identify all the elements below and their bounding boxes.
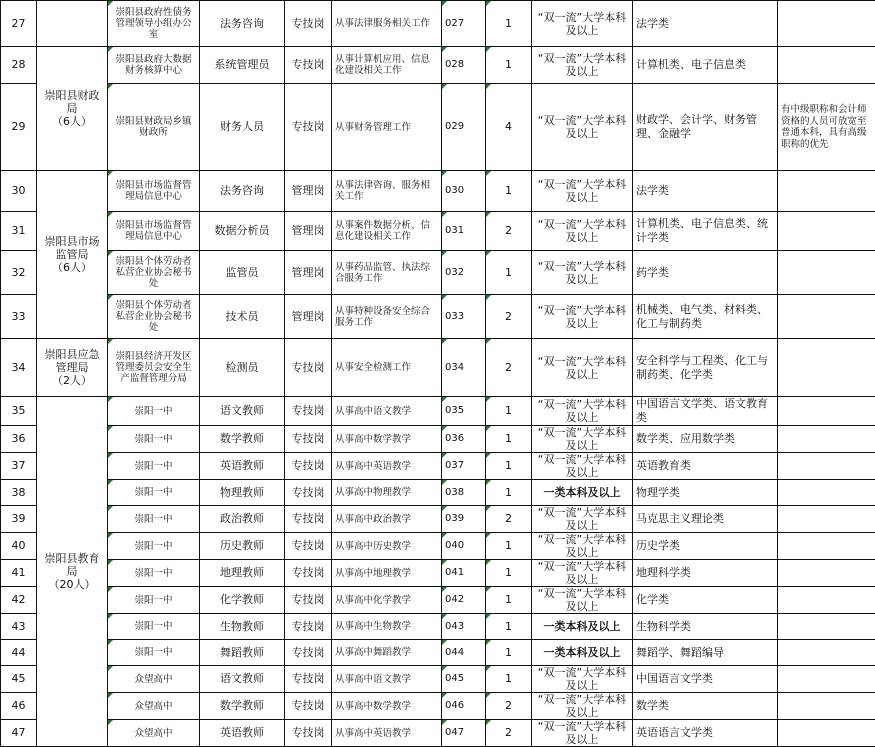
- note-cell: [778, 47, 875, 84]
- note-cell: [778, 506, 875, 533]
- row-number: 36: [1, 426, 37, 453]
- position-cell: 历史教师: [200, 533, 285, 560]
- post-type-cell: 专技岗: [285, 587, 332, 614]
- major-cell: 法学类: [633, 171, 778, 212]
- education-cell: “双一流”大学本科及以上: [532, 295, 633, 339]
- duty-cell: 从事案件数据分析、信息化建设相关工作: [332, 212, 442, 251]
- table-row: [1, 251, 875, 295]
- note-cell: [778, 640, 875, 666]
- note-cell: [778, 295, 875, 339]
- row-number: 35: [1, 397, 37, 426]
- employer-cell: 崇阳县个体劳动者私营企业协会秘书处: [108, 251, 200, 295]
- position-code-cell: 029: [442, 84, 486, 171]
- row-number: 34: [1, 339, 37, 397]
- employer-cell: 崇阳县财政局乡镇财政所: [108, 84, 200, 171]
- position-cell: 数学教师: [200, 426, 285, 453]
- education-cell: “双一流”大学本科及以上: [532, 506, 633, 533]
- unit-name: 崇阳县应急管理局: [44, 348, 100, 374]
- position-code-cell: 045: [442, 666, 486, 693]
- note-cell: [778, 251, 875, 295]
- major-cell: 计算机类、电子信息类、统计学类: [633, 212, 778, 251]
- unit-count: （6人）: [52, 115, 92, 128]
- headcount-cell: 1: [486, 453, 532, 480]
- employer-cell: 崇阳县政府性债务管理领导小组办公室: [108, 1, 200, 47]
- table-row: [1, 720, 875, 747]
- headcount-cell: 4: [486, 84, 532, 171]
- education-cell: “双一流”大学本科及以上: [532, 1, 633, 47]
- note-cell: [778, 533, 875, 560]
- duty-cell: 从事法律服务相关工作: [332, 1, 442, 47]
- post-type-cell: 专技岗: [285, 560, 332, 587]
- table-row: [1, 640, 875, 666]
- headcount-cell: 2: [486, 693, 532, 720]
- note-cell: [778, 212, 875, 251]
- table-row: [1, 171, 875, 212]
- post-type-cell: 管理岗: [285, 171, 332, 212]
- post-type-cell: 专技岗: [285, 453, 332, 480]
- post-type-cell: 专技岗: [285, 339, 332, 397]
- duty-cell: 从事计算机应用、信息化建设相关工作: [332, 47, 442, 84]
- table-row: [1, 533, 875, 560]
- table-row: [1, 506, 875, 533]
- headcount-cell: 1: [486, 47, 532, 84]
- row-number: 45: [1, 666, 37, 693]
- education-cell: “双一流”大学本科及以上: [532, 453, 633, 480]
- note-cell: [778, 614, 875, 640]
- post-type-cell: 专技岗: [285, 666, 332, 693]
- employer-cell: 崇阳县经济开发区管理委员会安全生产监督管理分局: [108, 339, 200, 397]
- row-number: 40: [1, 533, 37, 560]
- note-cell: [778, 339, 875, 397]
- note-cell: [778, 720, 875, 747]
- duty-cell: 从事安全检测工作: [332, 339, 442, 397]
- table-row: [1, 47, 875, 84]
- employer-cell: 崇阳一中: [108, 506, 200, 533]
- row-number: 30: [1, 171, 37, 212]
- table-row: [1, 1, 875, 47]
- duty-cell: 从事高中政治教学: [332, 506, 442, 533]
- position-code-cell: 031: [442, 212, 486, 251]
- table-row: [1, 693, 875, 720]
- row-number: 42: [1, 587, 37, 614]
- employer-cell: 崇阳县政府大数据财务核算中心: [108, 47, 200, 84]
- unit-cell: [37, 1, 108, 47]
- post-type-cell: 专技岗: [285, 480, 332, 506]
- table-row: [1, 339, 875, 397]
- major-cell: 英语语言文学类: [633, 720, 778, 747]
- row-number: 29: [1, 84, 37, 171]
- position-cell: 法务咨询: [200, 1, 285, 47]
- duty-cell: 从事高中数学教学: [332, 693, 442, 720]
- post-type-cell: 专技岗: [285, 614, 332, 640]
- duty-cell: 从事高中历史教学: [332, 533, 442, 560]
- row-number: 28: [1, 47, 37, 84]
- major-cell: 计算机类、电子信息类: [633, 47, 778, 84]
- row-number: 41: [1, 560, 37, 587]
- employer-cell: 崇阳一中: [108, 426, 200, 453]
- education-cell: “双一流”大学本科及以上: [532, 47, 633, 84]
- employer-cell: 众望高中: [108, 720, 200, 747]
- post-type-cell: 专技岗: [285, 84, 332, 171]
- duty-cell: 从事高中物理教学: [332, 480, 442, 506]
- position-cell: 数学教师: [200, 693, 285, 720]
- education-cell: “双一流”大学本科及以上: [532, 533, 633, 560]
- duty-cell: 从事高中语文教学: [332, 666, 442, 693]
- post-type-cell: 专技岗: [285, 426, 332, 453]
- table-row: [1, 560, 875, 587]
- unit-name: 崇阳县财政局: [44, 89, 100, 115]
- headcount-cell: 1: [486, 480, 532, 506]
- position-code-cell: 035: [442, 397, 486, 426]
- post-type-cell: 专技岗: [285, 1, 332, 47]
- employer-cell: 崇阳一中: [108, 453, 200, 480]
- position-cell: 系统管理员: [200, 47, 285, 84]
- table-row: [1, 614, 875, 640]
- post-type-cell: 专技岗: [285, 397, 332, 426]
- row-number: 44: [1, 640, 37, 666]
- headcount-cell: 1: [486, 1, 532, 47]
- post-type-cell: 管理岗: [285, 212, 332, 251]
- post-type-cell: 专技岗: [285, 640, 332, 666]
- note-cell: [778, 426, 875, 453]
- unit-cell: [37, 47, 108, 171]
- education-cell: “双一流”大学本科及以上: [532, 212, 633, 251]
- position-cell: 数据分析员: [200, 212, 285, 251]
- employer-cell: 崇阳一中: [108, 640, 200, 666]
- unit-cell: [37, 397, 108, 747]
- major-cell: 安全科学与工程类、化工与制药类、化学类: [633, 339, 778, 397]
- row-number: 39: [1, 506, 37, 533]
- employer-cell: 崇阳一中: [108, 560, 200, 587]
- row-number: 27: [1, 1, 37, 47]
- duty-cell: 从事高中地理教学: [332, 560, 442, 587]
- headcount-cell: 1: [486, 587, 532, 614]
- note-cell: [778, 560, 875, 587]
- headcount-cell: 1: [486, 426, 532, 453]
- major-cell: 化学类: [633, 587, 778, 614]
- position-code-cell: 033: [442, 295, 486, 339]
- position-cell: 物理教师: [200, 480, 285, 506]
- duty-cell: 从事高中化学教学: [332, 587, 442, 614]
- major-cell: 舞蹈学、舞蹈编导: [633, 640, 778, 666]
- position-code-cell: 040: [442, 533, 486, 560]
- note-cell: 有中级职称和会计师资格的人员可放宽至普通本科，具有高级职称的优先: [778, 84, 875, 171]
- major-cell: 机械类、电气类、材料类、化工与制药类: [633, 295, 778, 339]
- major-cell: 财政学、会计学、财务管理、金融学: [633, 84, 778, 171]
- post-type-cell: 专技岗: [285, 693, 332, 720]
- position-code-cell: 027: [442, 1, 486, 47]
- position-cell: 政治教师: [200, 506, 285, 533]
- table-row: [1, 587, 875, 614]
- major-cell: 地理科学类: [633, 560, 778, 587]
- post-type-cell: 管理岗: [285, 295, 332, 339]
- education-cell: “双一流”大学本科及以上: [532, 693, 633, 720]
- headcount-cell: 1: [486, 397, 532, 426]
- position-cell: 监管员: [200, 251, 285, 295]
- headcount-cell: 1: [486, 640, 532, 666]
- row-number: 46: [1, 693, 37, 720]
- employer-cell: 崇阳一中: [108, 397, 200, 426]
- table-row: [1, 397, 875, 426]
- duty-cell: 从事高中舞蹈教学: [332, 640, 442, 666]
- major-cell: 物理学类: [633, 480, 778, 506]
- row-number: 31: [1, 212, 37, 251]
- duty-cell: 从事高中生物教学: [332, 614, 442, 640]
- position-code-cell: 041: [442, 560, 486, 587]
- major-cell: 药学类: [633, 251, 778, 295]
- unit-cell: [37, 171, 108, 339]
- headcount-cell: 1: [486, 666, 532, 693]
- position-code-cell: 042: [442, 587, 486, 614]
- position-cell: 生物教师: [200, 614, 285, 640]
- note-cell: [778, 397, 875, 426]
- employer-cell: 崇阳一中: [108, 587, 200, 614]
- table-row: [1, 480, 875, 506]
- position-code-cell: 032: [442, 251, 486, 295]
- note-cell: [778, 693, 875, 720]
- major-cell: 中国语言文学类: [633, 666, 778, 693]
- education-cell: “双一流”大学本科及以上: [532, 397, 633, 426]
- position-code-cell: 043: [442, 614, 486, 640]
- position-code-cell: 034: [442, 339, 486, 397]
- post-type-cell: 专技岗: [285, 720, 332, 747]
- education-cell: “双一流”大学本科及以上: [532, 426, 633, 453]
- row-number: 32: [1, 251, 37, 295]
- table-row: [1, 84, 875, 171]
- position-cell: 语文教师: [200, 666, 285, 693]
- headcount-cell: 1: [486, 533, 532, 560]
- headcount-cell: 2: [486, 506, 532, 533]
- headcount-cell: 2: [486, 295, 532, 339]
- headcount-cell: 2: [486, 720, 532, 747]
- position-cell: 英语教师: [200, 720, 285, 747]
- unit-name: 崇阳县市场监管局: [44, 235, 100, 261]
- duty-cell: 从事特种设备安全综合服务工作: [332, 295, 442, 339]
- unit-name: 崇阳县教育局: [44, 552, 100, 578]
- education-cell: 一类本科及以上: [532, 614, 633, 640]
- employer-cell: 崇阳县市场监督管理局信息中心: [108, 212, 200, 251]
- post-type-cell: 专技岗: [285, 47, 332, 84]
- duty-cell: 从事高中语文教学: [332, 397, 442, 426]
- education-cell: “双一流”大学本科及以上: [532, 251, 633, 295]
- education-cell: “双一流”大学本科及以上: [532, 587, 633, 614]
- position-cell: 语文教师: [200, 397, 285, 426]
- headcount-cell: 2: [486, 212, 532, 251]
- position-code-cell: 038: [442, 480, 486, 506]
- table-row: [1, 295, 875, 339]
- table-row: [1, 426, 875, 453]
- row-number: 43: [1, 614, 37, 640]
- education-cell: “双一流”大学本科及以上: [532, 560, 633, 587]
- employer-cell: 崇阳一中: [108, 480, 200, 506]
- position-cell: 检测员: [200, 339, 285, 397]
- position-cell: 法务咨询: [200, 171, 285, 212]
- unit-count: （20人）: [48, 578, 96, 591]
- position-cell: 英语教师: [200, 453, 285, 480]
- position-code-cell: 039: [442, 506, 486, 533]
- headcount-cell: 1: [486, 171, 532, 212]
- position-code-cell: 037: [442, 453, 486, 480]
- position-cell: 财务人员: [200, 84, 285, 171]
- duty-cell: 从事药品监管、执法综合服务工作: [332, 251, 442, 295]
- headcount-cell: 1: [486, 251, 532, 295]
- note-cell: [778, 666, 875, 693]
- post-type-cell: 管理岗: [285, 251, 332, 295]
- position-cell: 技术员: [200, 295, 285, 339]
- education-cell: “双一流”大学本科及以上: [532, 84, 633, 171]
- employer-cell: 崇阳县个体劳动者私营企业协会秘书处: [108, 295, 200, 339]
- headcount-cell: 2: [486, 339, 532, 397]
- employer-cell: 众望高中: [108, 666, 200, 693]
- employer-cell: 崇阳一中: [108, 614, 200, 640]
- position-code-cell: 046: [442, 693, 486, 720]
- duty-cell: 从事财务管理工作: [332, 84, 442, 171]
- row-number: 47: [1, 720, 37, 747]
- unit-count: （2人）: [52, 374, 92, 387]
- row-number: 33: [1, 295, 37, 339]
- headcount-cell: 1: [486, 614, 532, 640]
- education-cell: “双一流”大学本科及以上: [532, 339, 633, 397]
- major-cell: 生物科学类: [633, 614, 778, 640]
- major-cell: 英语教育类: [633, 453, 778, 480]
- headcount-cell: 1: [486, 560, 532, 587]
- position-code-cell: 047: [442, 720, 486, 747]
- education-cell: 一类本科及以上: [532, 640, 633, 666]
- unit-cell: [37, 339, 108, 397]
- note-cell: [778, 1, 875, 47]
- row-number: 37: [1, 453, 37, 480]
- post-type-cell: 专技岗: [285, 533, 332, 560]
- education-cell: “双一流”大学本科及以上: [532, 666, 633, 693]
- duty-cell: 从事法律咨询、服务相关工作: [332, 171, 442, 212]
- note-cell: [778, 480, 875, 506]
- post-type-cell: 专技岗: [285, 506, 332, 533]
- table-row: [1, 666, 875, 693]
- table-row: [1, 212, 875, 251]
- major-cell: 历史学类: [633, 533, 778, 560]
- education-cell: 一类本科及以上: [532, 480, 633, 506]
- employer-cell: 崇阳一中: [108, 533, 200, 560]
- note-cell: [778, 171, 875, 212]
- position-code-cell: 044: [442, 640, 486, 666]
- major-cell: 数学类、应用数学类: [633, 426, 778, 453]
- major-cell: 马克思主义理论类: [633, 506, 778, 533]
- row-number: 38: [1, 480, 37, 506]
- position-cell: 舞蹈教师: [200, 640, 285, 666]
- position-code-cell: 030: [442, 171, 486, 212]
- education-cell: “双一流”大学本科及以上: [532, 171, 633, 212]
- unit-count: （6人）: [52, 261, 92, 274]
- position-code-cell: 028: [442, 47, 486, 84]
- table-row: [1, 453, 875, 480]
- major-cell: 中国语言文学类、语文教育类: [633, 397, 778, 426]
- employer-cell: 崇阳县市场监督管理局信息中心: [108, 171, 200, 212]
- education-cell: “双一流”大学本科及以上: [532, 720, 633, 747]
- position-cell: 地理教师: [200, 560, 285, 587]
- note-cell: [778, 587, 875, 614]
- employer-cell: 众望高中: [108, 693, 200, 720]
- major-cell: 数学类: [633, 693, 778, 720]
- duty-cell: 从事高中英语教学: [332, 453, 442, 480]
- position-code-cell: 036: [442, 426, 486, 453]
- major-cell: 法学类: [633, 1, 778, 47]
- position-cell: 化学教师: [200, 587, 285, 614]
- duty-cell: 从事高中数学教学: [332, 426, 442, 453]
- note-cell: [778, 453, 875, 480]
- duty-cell: 从事高中英语教学: [332, 720, 442, 747]
